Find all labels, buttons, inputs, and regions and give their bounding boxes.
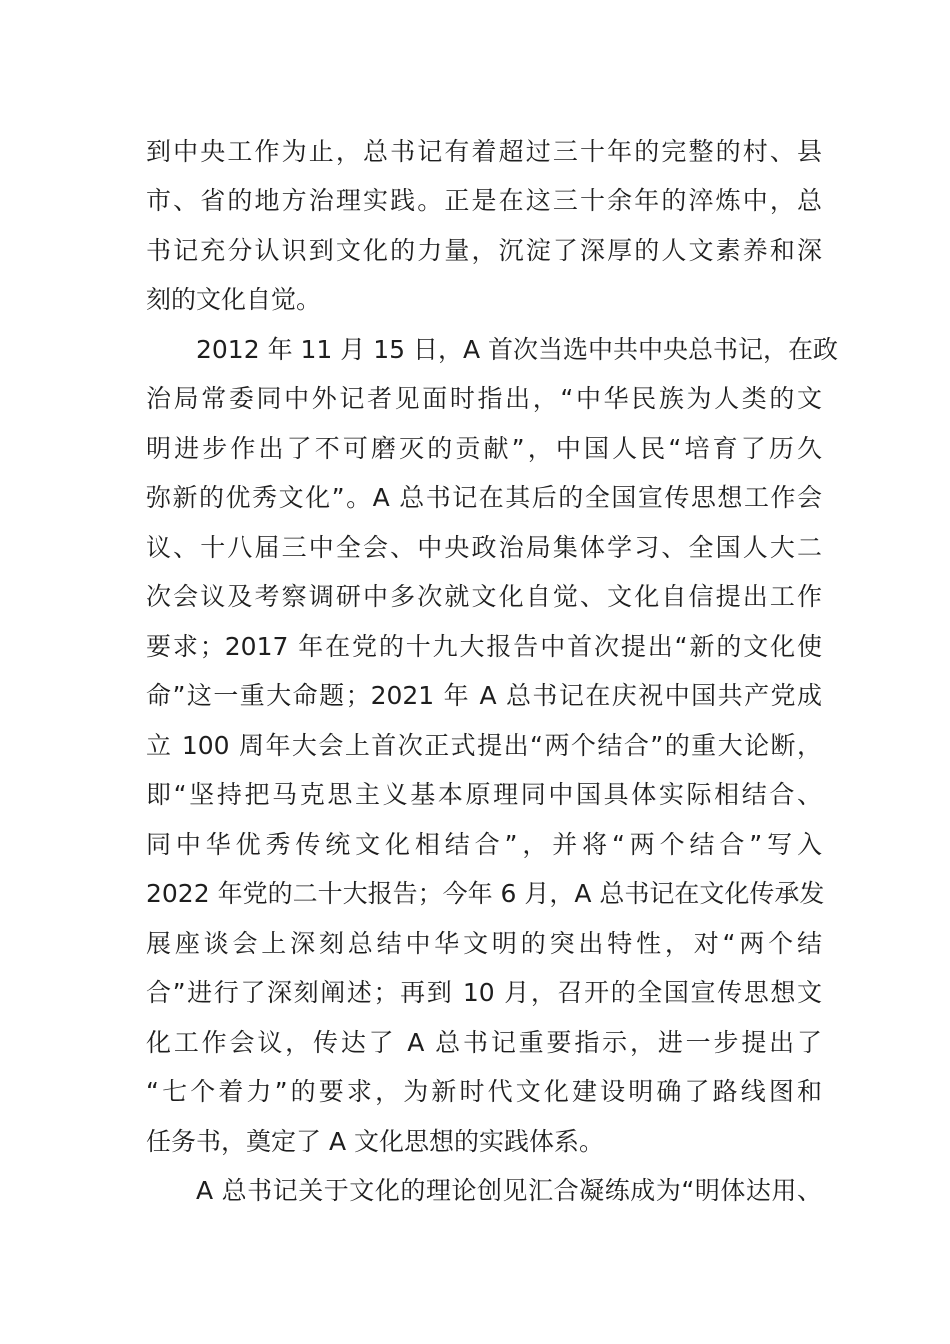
paragraph-line: 命”这一重大命题；2021 年 A 总书记在庆祝中国共产党成 — [146, 681, 822, 710]
paragraph-line: 化工作会议，传达了 A 总书记重要指示，进一步提出了 — [146, 1028, 822, 1057]
paragraph-line: 次会议及考察调研中多次就文化自觉、文化自信提出工作 — [146, 582, 822, 611]
paragraph-line: 到中央工作为止，总书记有着超过三十年的完整的村、县 — [146, 137, 822, 166]
paragraph-line: A 总书记关于文化的理论创见汇合凝练成为“明体达用、 — [196, 1176, 822, 1205]
paragraph-line: 即“坚持把马克思主义基本原理同中国具体实际相结合、 — [146, 780, 822, 809]
paragraph-line: 立 100 周年大会上首次正式提出“两个结合”的重大论断， — [146, 731, 822, 760]
paragraph-line: 同中华优秀传统文化相结合”，并将“两个结合”写入 — [146, 830, 822, 859]
paragraph-line: 明进步作出了不可磨灭的贡献”，中国人民“培育了历久 — [146, 434, 822, 463]
paragraph-line: 书记充分认识到文化的力量，沉淀了深厚的人文素养和深 — [146, 236, 822, 265]
paragraph-line: 2012 年 11 月 15 日，A 首次当选中共中央总书记，在政 — [196, 335, 839, 364]
paragraph-line: 议、十八届三中全会、中央政治局集体学习、全国人大二 — [146, 533, 822, 562]
paragraph-line: 治局常委同中外记者见面时指出，“中华民族为人类的文 — [146, 384, 822, 413]
paragraph-line: 市、省的地方治理实践。正是在这三十余年的淬炼中，总 — [146, 186, 822, 215]
paragraph-line: “七个着力”的要求，为新时代文化建设明确了路线图和 — [146, 1077, 822, 1106]
paragraph-line: 2022 年党的二十大报告；今年 6 月，A 总书记在文化传承发 — [146, 879, 825, 908]
paragraph-line: 展座谈会上深刻总结中华文明的突出特性，对“两个结 — [146, 929, 822, 958]
paragraph-line: 要求；2017 年在党的十九大报告中首次提出“新的文化使 — [146, 632, 822, 661]
paragraph-line: 任务书，奠定了 A 文化思想的实践体系。 — [146, 1127, 604, 1156]
paragraph-line: 合”进行了深刻阐述；再到 10 月，召开的全国宣传思想文 — [146, 978, 822, 1007]
paragraph-line: 刻的文化自觉。 — [146, 285, 322, 314]
paragraph-line: 弥新的优秀文化”。A 总书记在其后的全国宣传思想工作会 — [146, 483, 822, 512]
